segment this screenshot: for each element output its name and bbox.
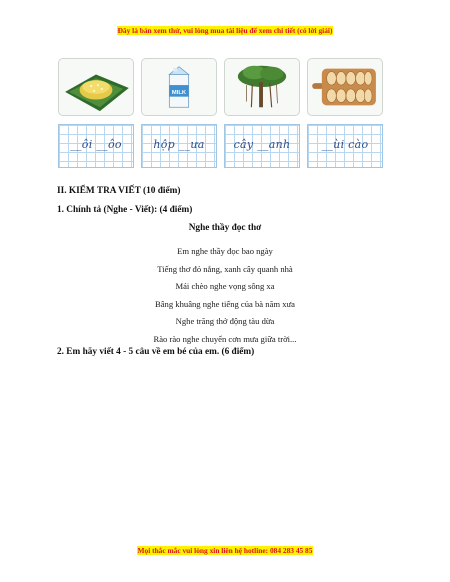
poem-line: Em nghe thầy đọc bao ngày (177, 246, 273, 256)
handwriting-card-2 (141, 124, 217, 168)
hotline-banner (0, 546, 450, 555)
sticky-rice-icon (59, 59, 133, 115)
poem-line: Mái chèo nghe vọng sông xa (175, 281, 275, 292)
handwriting-card-text: __ùi cào (321, 138, 369, 151)
picture-cakes-board (307, 58, 383, 116)
poem-line: Nghe trăng thở động tàu dừa (175, 316, 275, 327)
handwriting-card-4 (307, 124, 383, 168)
poem-body (0, 243, 450, 349)
milk-carton-label: MILK (171, 89, 187, 96)
poem-title: Nghe thầy đọc thơ (188, 223, 262, 233)
poem-line: Rào rào nghe chuyển cơn mưa giữa trời... (153, 333, 297, 344)
section-title: II. KIỂM TRA VIẾT (10 điểm) (57, 186, 181, 196)
handwriting-card-text: __ôi __ôo (70, 138, 122, 151)
part1-title: 1. Chính tả (Nghe - Viết): (4 điểm) (57, 205, 193, 215)
handwriting-card-text: hộp __ưa (153, 138, 205, 151)
poem-line: Tiếng thơ đỏ nắng, xanh cây quanh nhà (157, 263, 293, 274)
handwriting-card-3 (224, 124, 300, 168)
preview-notice-banner (0, 26, 450, 35)
part2-title: 2. Em hãy viết 4 - 5 câu về em bé của em. (6 điểm) (57, 347, 255, 357)
poem-line: Bâng khuâng nghe tiếng của bà năm xưa (155, 298, 295, 309)
handwriting-card-1 (58, 124, 134, 168)
milk-carton-icon (142, 59, 216, 115)
cakes-board-icon (308, 59, 382, 115)
tree-icon (225, 59, 299, 115)
handwriting-card-text: cây __anh (233, 138, 291, 151)
picture-sticky-rice (58, 58, 134, 116)
picture-tree (224, 58, 300, 116)
picture-milk-carton (141, 58, 217, 116)
hotline-text: Mọi thắc mắc vui lòng xin liên hệ hotline: 084 283 45 85 (137, 546, 313, 555)
preview-notice-text: Đây là bản xem thử, vui lòng mua tài liệu để xem chi tiết (có lời giải) (117, 26, 333, 35)
